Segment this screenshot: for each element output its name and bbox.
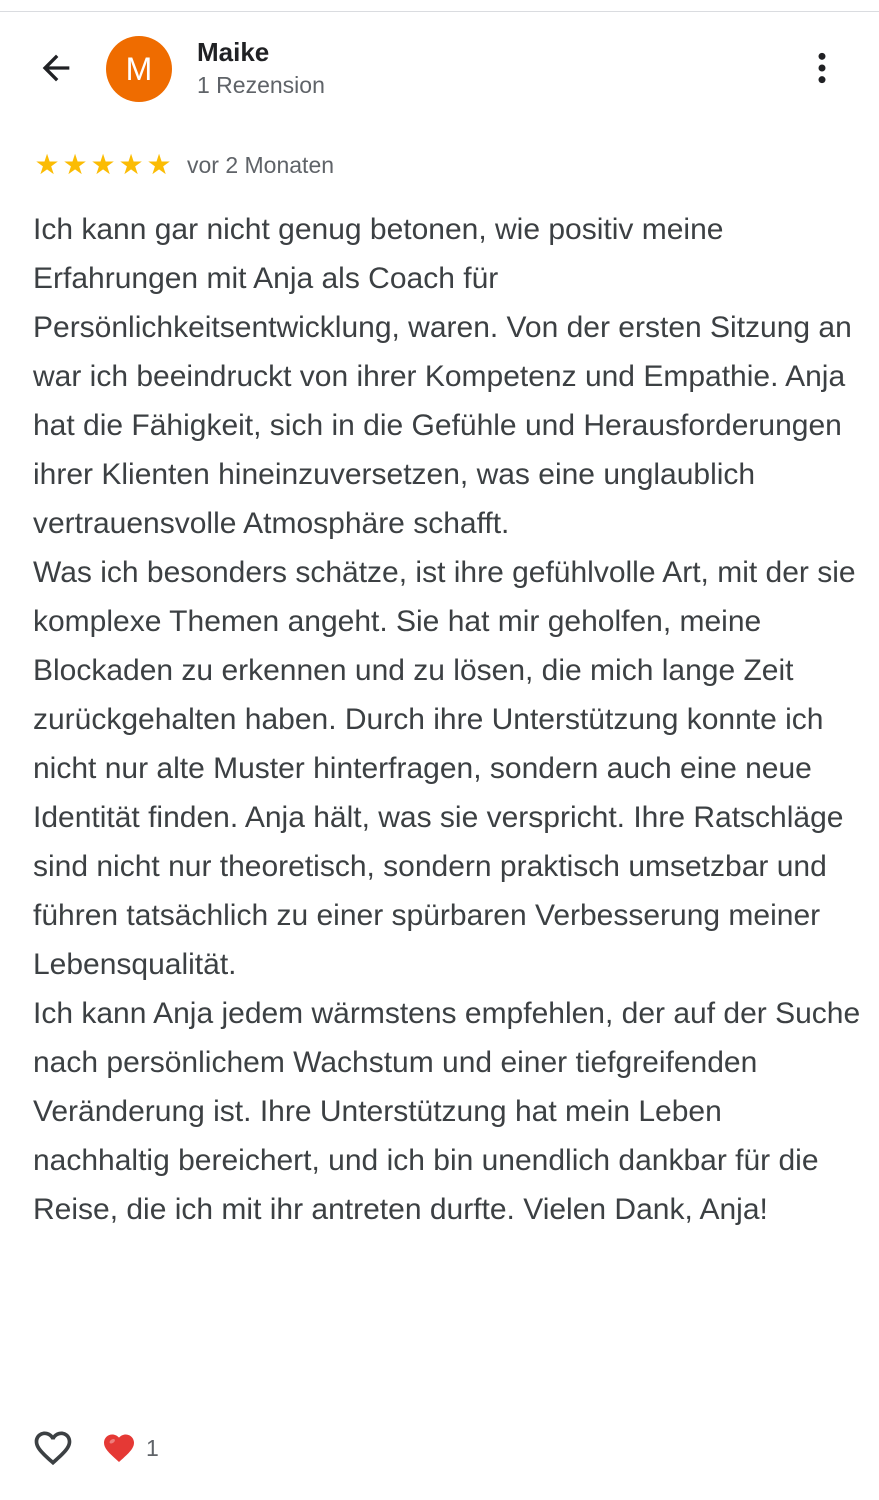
- review-text: Ich kann gar nicht genug betonen, wie positiv meine Erfahrungen mit Anja als Coach für Persönlichkeitsentwicklung, waren. Von der ersten Sitzung an war ich beeindruckt von ihrer Kompetenz und Empathie. Anja hat die Fähigkeit, sich in die Gefühle und Herausforderungen ihrer Klienten hineinzuversetzen, was eine unglaublich vertrauensvolle Atmosphäre schafft. Was ich besonders schätze, ist ihre gefühlvolle Art, mit der sie komplexe Themen angeht. Sie hat mir geholfen, meine Blockaden zu erkennen und zu lösen, die mich lange Zeit zurückgehalten haben. Durch ihre Unterstützung konnte ich nicht nur alte Muster hinterfragen, sondern auch eine neue Identität finden. Anja hält, was sie verspricht. Ihre Ratschläge sind nicht nur theoretisch, sondern praktisch umsetzbar und führen tatsächlich zu einer spürbaren Verbesserung meiner Lebensqualität. Ich kann Anja jedem wärmstens empfehlen, der auf der Suche nach persönlichem Wachstum und einer tiefgreifenden Veränderung ist. Ihre Unterstützung hat mein Leben nachhaltig bereichert, und ich bin unendlich dankbar für die Reise, die ich mit ihr antreten durfte. Vielen Dank, Anja!: [33, 213, 861, 1226]
- top-divider: [0, 11, 879, 12]
- reaction-heart[interactable]: [100, 1429, 138, 1467]
- avatar[interactable]: [106, 36, 172, 102]
- avatar-initial: M: [125, 50, 153, 87]
- more-vert-icon: [802, 48, 842, 88]
- heart-outline-icon: [31, 1426, 75, 1470]
- review-time: vor 2 Monaten: [187, 152, 335, 178]
- star-icon: ★: [62, 148, 88, 181]
- star-icon: ★: [118, 148, 144, 181]
- reaction-row: [30, 1426, 159, 1470]
- more-options-button[interactable]: [800, 44, 844, 92]
- like-button[interactable]: [30, 1426, 76, 1470]
- red-heart-icon: [101, 1430, 137, 1466]
- review-count: 1 Rezension: [197, 72, 325, 98]
- star-icon: ★: [146, 148, 172, 181]
- star-rating: [33, 148, 173, 181]
- star-icon: ★: [90, 148, 116, 181]
- star-icon: ★: [34, 148, 60, 181]
- back-button[interactable]: [32, 44, 80, 92]
- rating-row: [33, 149, 334, 181]
- reviewer-name[interactable]: Maike: [197, 37, 270, 67]
- reaction-count: 1: [146, 1435, 159, 1461]
- arrow-left-icon: [36, 48, 76, 88]
